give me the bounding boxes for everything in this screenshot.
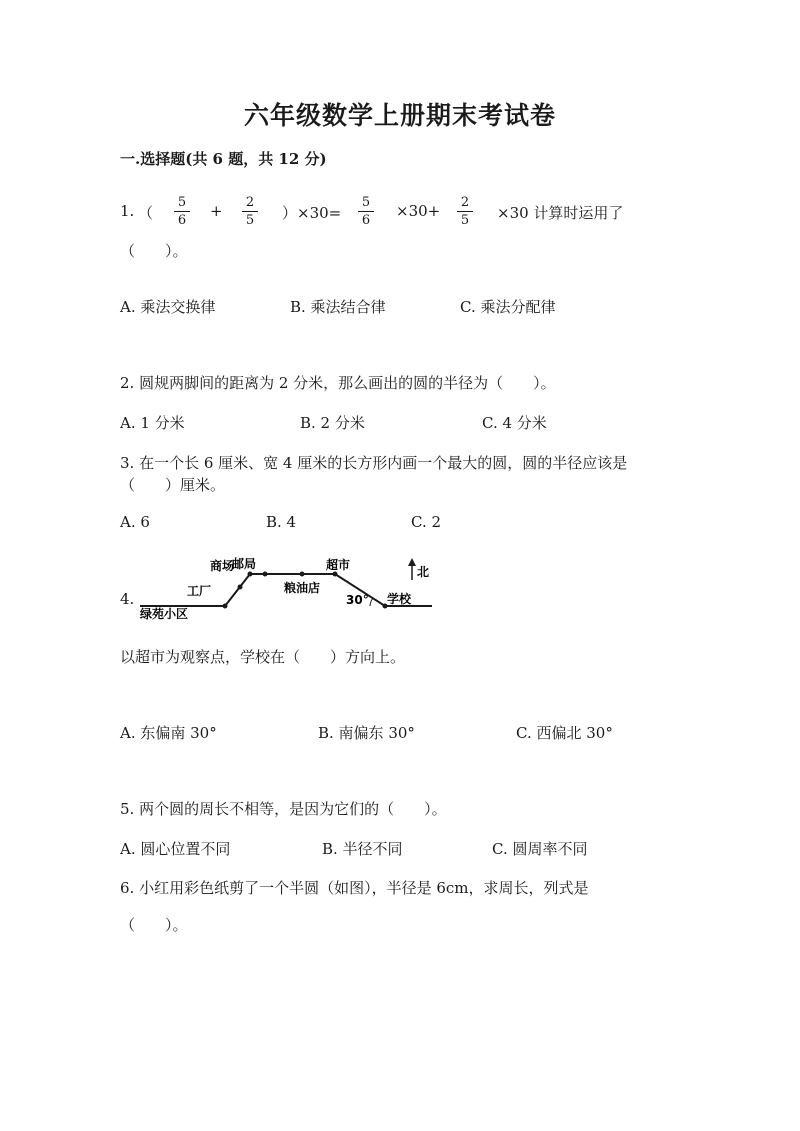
- fraction-bar: [242, 211, 258, 212]
- q3-option-a: A. 6: [120, 513, 150, 531]
- q4-text: 以超市为观察点，学校在（ ）方向上。: [120, 648, 406, 666]
- q4-option-c: C. 西偏北 30°: [516, 724, 613, 742]
- q1-option-b: B. 乘法结合律: [290, 298, 386, 316]
- label-north: 北: [417, 565, 430, 579]
- fraction-numerator: 2: [245, 195, 255, 210]
- q6-line-1: 6. 小红用彩色纸剪了一个半圆（如图），半径是 6cm，求周长，列式是: [120, 879, 589, 897]
- route-map-diagram: [130, 552, 440, 622]
- fraction-denominator: 6: [361, 213, 371, 228]
- label-chaoshi: 超市: [326, 558, 351, 572]
- q1-answer-blank: （ ）。: [120, 242, 188, 260]
- q1-fraction-1: [172, 195, 192, 228]
- q3-option-c: C. 2: [411, 513, 442, 531]
- label-angle: 30°: [346, 593, 369, 607]
- q5-option-a: A. 圆心位置不同: [120, 840, 231, 858]
- gongchang-dot: [238, 585, 243, 590]
- fraction-bar: [358, 211, 374, 212]
- label-lvyuan: 绿苑小区: [140, 607, 189, 621]
- q3-line-1: 3. 在一个长 6 厘米、宽 4 厘米的长方形内画一个最大的圆，圆的半径应该是: [120, 454, 628, 472]
- fraction-bar: [174, 211, 190, 212]
- youju-dot: [263, 572, 268, 577]
- q1-tail: ×30 计算时运用了: [497, 204, 624, 222]
- q3-line-2: （ ）厘米。: [120, 476, 226, 494]
- q3-option-b: B. 4: [266, 513, 297, 531]
- q1-option-a: A. 乘法交换律: [120, 298, 216, 316]
- q4-number: 4.: [120, 590, 135, 608]
- q1-plus: +: [210, 202, 223, 220]
- fraction-denominator: 6: [177, 213, 187, 228]
- q1-times-plus: ×30+: [396, 202, 441, 220]
- q1-fraction-3: [356, 195, 376, 228]
- fraction-numerator: 5: [177, 195, 187, 210]
- q2-text: 2. 圆规两脚间的距离为 2 分米，那么画出的圆的半径为（ ）。: [120, 374, 556, 392]
- shangchang-dot: [248, 572, 253, 577]
- q1-number: 1.: [120, 202, 135, 220]
- label-gongchang: 工厂: [187, 584, 212, 598]
- section-heading: 一.选择题(共 6 题，共 12 分): [120, 150, 327, 168]
- q2-option-a: A. 1 分米: [120, 414, 185, 432]
- q1-fraction-2: [240, 195, 260, 228]
- label-xuexiao: 学校: [387, 592, 412, 606]
- q4-option-b: B. 南偏东 30°: [318, 724, 415, 742]
- q1-close-times: ）×30=: [282, 204, 342, 222]
- chaoshi-dot: [333, 572, 338, 577]
- q2-option-b: B. 2 分米: [300, 414, 365, 432]
- q6-line-2: （ ）。: [120, 916, 188, 934]
- liangyoudian-dot: [300, 572, 305, 577]
- label-youju: 邮局: [232, 557, 257, 571]
- q2-option-c: C. 4 分米: [482, 414, 547, 432]
- q1-option-c: C. 乘法分配律: [460, 298, 556, 316]
- fraction-bar: [457, 211, 473, 212]
- q5-option-b: B. 半径不同: [322, 840, 403, 858]
- page-title: 六年级数学上册期末考试卷: [243, 101, 556, 130]
- fraction-numerator: 2: [460, 195, 470, 210]
- label-shangchang: 商场: [210, 559, 235, 573]
- q1-fraction-4: [455, 195, 475, 228]
- q5-option-c: C. 圆周率不同: [492, 840, 588, 858]
- fraction-numerator: 5: [361, 195, 371, 210]
- q4-option-a: A. 东偏南 30°: [120, 724, 217, 742]
- fraction-denominator: 5: [245, 213, 255, 228]
- q1-open-paren: （: [138, 204, 154, 222]
- north-arrow-icon: [408, 558, 416, 580]
- angle-arc: [370, 598, 373, 606]
- lvyuan-dot: [223, 604, 228, 609]
- q5-text: 5. 两个圆的周长不相等，是因为它们的（ ）。: [120, 800, 447, 818]
- fraction-denominator: 5: [460, 213, 470, 228]
- label-liangyoudian: 粮油店: [284, 581, 321, 595]
